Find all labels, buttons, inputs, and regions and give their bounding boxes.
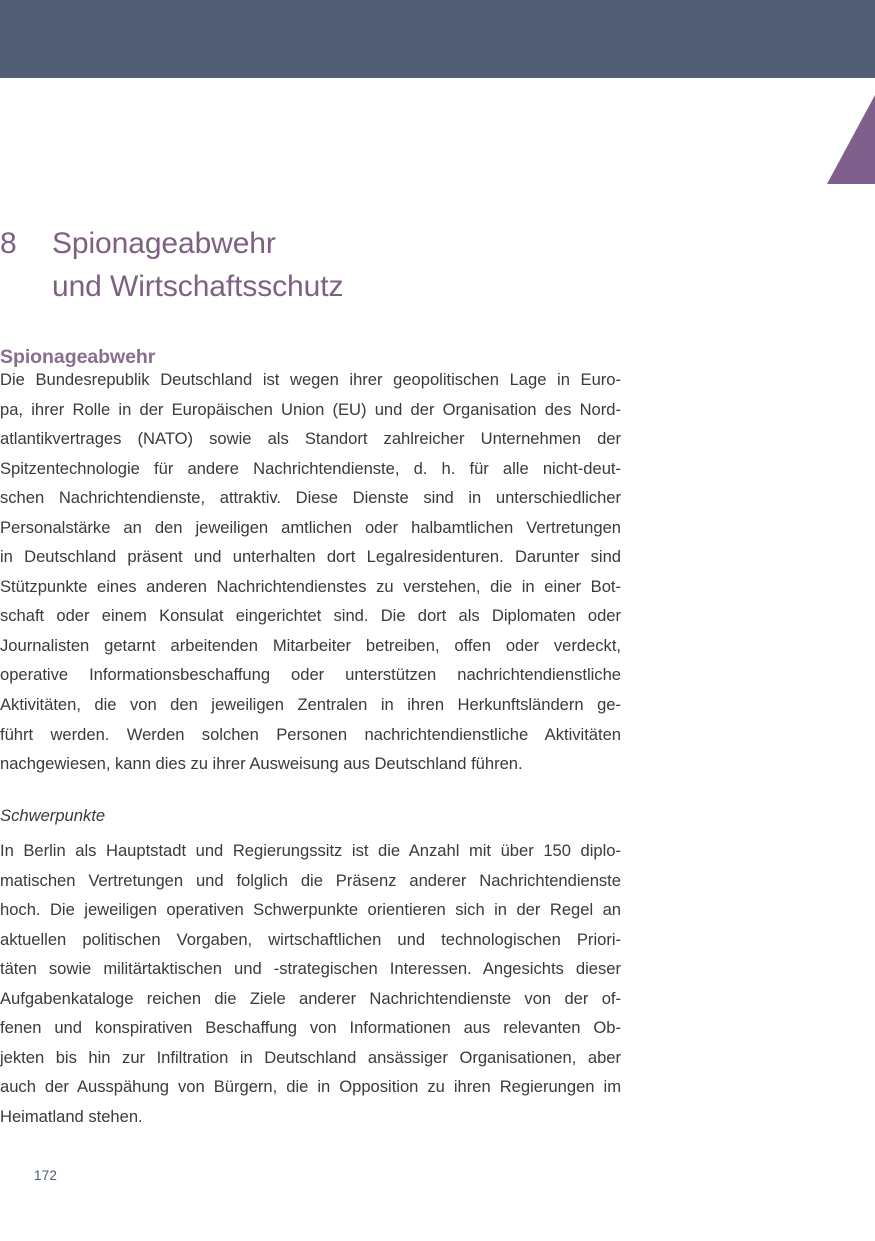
section-heading: Spionageabwehr (0, 346, 156, 369)
paragraph-schwerpunkte (0, 836, 621, 1131)
chapter-title-line-1: Spionageabwehr (52, 227, 276, 261)
text-line: In Berlin als Hauptstadt und Regierungssitz ist die Anzahl mit über 150 diplo- (0, 841, 621, 860)
text-line: schaft oder einem Konsulat eingerichtet sind. Die dort als Diplomaten oder (0, 606, 621, 626)
text-line: fenen und konspirativen Beschaffung von Informationen aus relevanten Ob- (0, 1018, 621, 1038)
text-line: atlantikvertrages (NATO) sowie als Standort zahlreicher Unternehmen der (0, 429, 621, 449)
text-line: Spitzentechnologie für andere Nachrichtendienste, d. h. für alle nicht-deut- (0, 458, 621, 478)
text-line: aktuellen politischen Vorgaben, wirtschaftlichen und technologischen Priori- (0, 929, 621, 949)
page-number: 172 (34, 1168, 58, 1183)
paragraph-text (0, 836, 621, 1131)
text-line: schen Nachrichtendienste, attraktiv. Diese Dienste sind in unterschiedlicher (0, 488, 621, 508)
text-line: Journalisten getarnt arbeitenden Mitarbeiter betreiben, offen oder verdeckt, (0, 635, 621, 655)
paragraph-intro (0, 365, 621, 779)
text-line: pa, ihrer Rolle in der Europäischen Union (EU) und der Organisation des Nord- (0, 399, 621, 419)
text-line: hoch. Die jeweiligen operativen Schwerpunkte orientieren sich in der Regel an (0, 900, 621, 920)
chapter-title-line-2: und Wirtschaftsschutz (52, 270, 344, 304)
chapter-title (0, 222, 621, 308)
text-line: führt werden. Werden solchen Personen nachrichtendienstliche Aktivitäten (0, 724, 621, 744)
purple-corner-wedge-decoration (827, 95, 875, 184)
text-line: matischen Vertretungen und folglich die Präsenz anderer Nachrichtendienste (0, 870, 621, 890)
paragraph-text (0, 365, 621, 779)
text-line: Stützpunkte eines anderen Nachrichtendienstes zu verstehen, die in einer Bot- (0, 576, 621, 596)
subheading-schwerpunkte: Schwerpunkte (0, 806, 106, 825)
text-line: in Deutschland präsent und unterhalten dort Legalresidenturen. Darunter sind (0, 547, 621, 567)
text-line: Aufgabenkataloge reichen die Ziele anderer Nachrichtendienste von der of- (0, 988, 621, 1008)
header-band-decoration (0, 0, 875, 78)
text-line: Heimatland stehen. (0, 1106, 143, 1126)
text-line: auch der Ausspähung von Bürgern, die in Opposition zu ihren Regierungen im (0, 1077, 621, 1097)
text-line: nachgewiesen, kann dies zu ihrer Ausweisung aus Deutschland führen. (0, 754, 523, 774)
text-line: operative Informationsbeschaffung oder unterstützen nachrichtendienstliche (0, 665, 621, 685)
text-line: jekten bis hin zur Infiltration in Deutschland ansässiger Organisationen, aber (0, 1047, 621, 1067)
chapter-title-text (52, 222, 612, 308)
text-line: Aktivitäten, die von den jeweiligen Zentralen in ihren Herkunftsländern ge- (0, 695, 621, 715)
chapter-number: 8 (0, 227, 17, 261)
text-line: Personalstärke an den jeweiligen amtlichen oder halbamtlichen Vertretungen (0, 517, 621, 537)
text-line: Die Bundesrepublik Deutschland ist wegen ihrer geopolitischen Lage in Euro- (0, 370, 621, 389)
text-line: täten sowie militärtaktischen und -strategischen Interessen. Angesichts dieser (0, 959, 621, 979)
